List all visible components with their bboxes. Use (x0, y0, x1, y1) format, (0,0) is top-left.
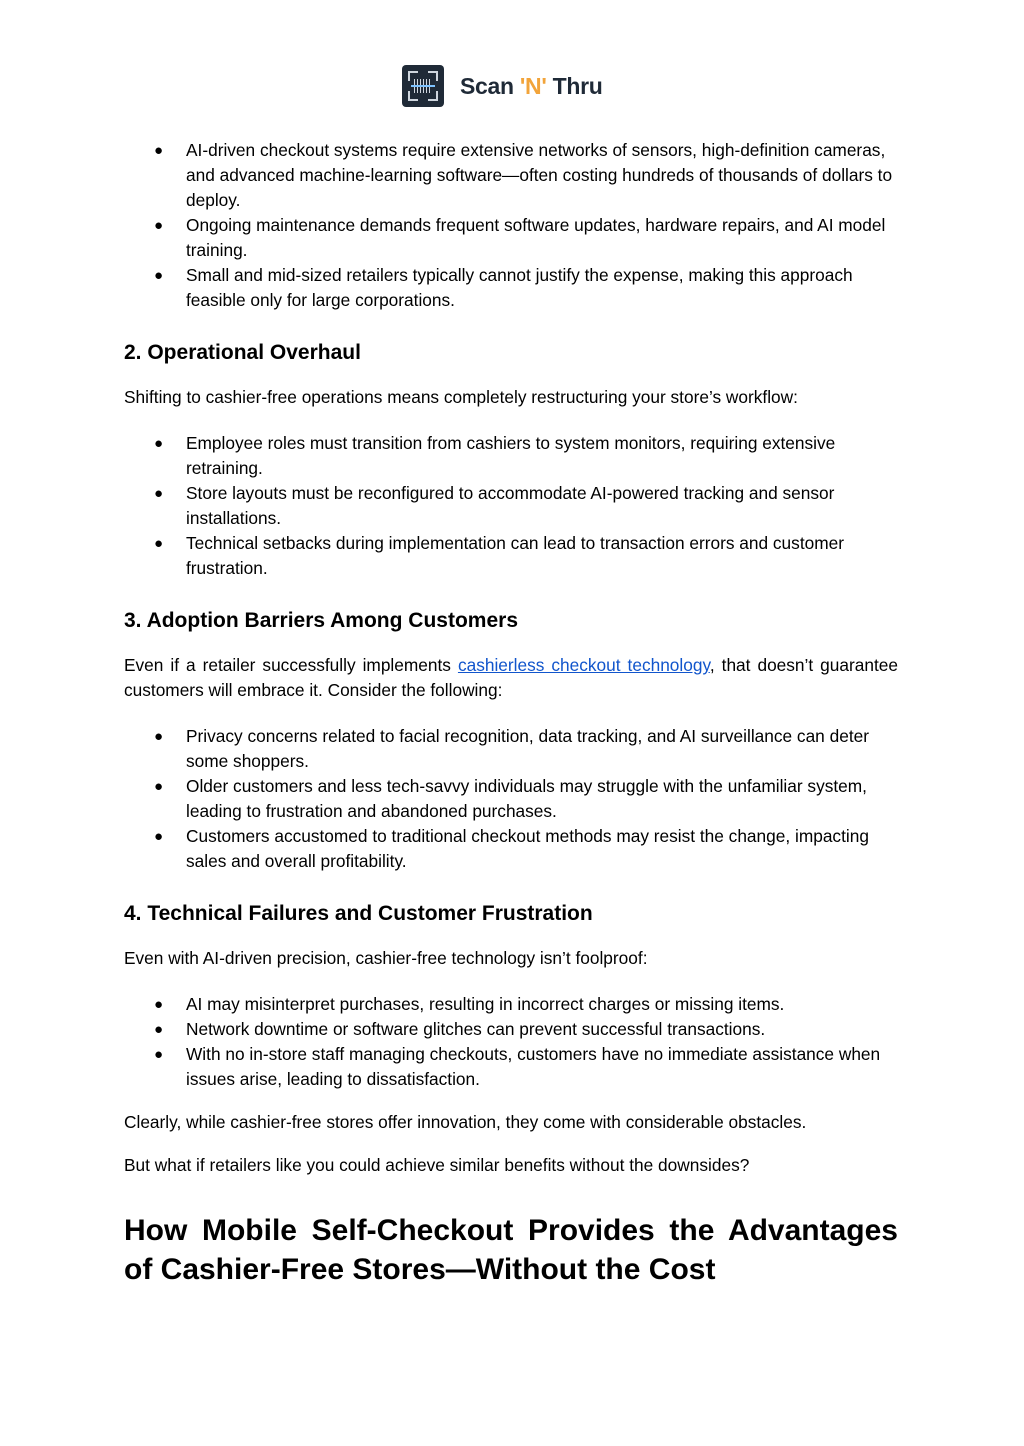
paragraph: But what if retailers like you could achieve similar benefits without the downsides? (124, 1155, 750, 1175)
bullet-list (124, 431, 898, 581)
list-item: ● Network downtime or software glitches can prevent successful transactions. (124, 1017, 898, 1042)
list-item: ● Employee roles must transition from cashiers to system monitors, requiring extensive retraining. (124, 431, 898, 481)
section-heading: 3. Adoption Barriers Among Customers (124, 609, 518, 632)
bullet-list (124, 724, 898, 874)
brand-logo (402, 65, 603, 107)
list-item: ● Customers accustomed to traditional checkout methods may resist the change, impacting sales and overall profitability. (124, 824, 898, 874)
list-item: ● With no in-store staff managing checkouts, customers have no immediate assistance when issues arise, leading to dissatisfaction. (124, 1042, 898, 1092)
intro-bullet-list (124, 138, 898, 313)
list-item: ● AI may misinterpret purchases, resulting in incorrect charges or missing items. (124, 992, 898, 1017)
main-heading: How Mobile Self-Checkout Provides the Advantages of Cashier-Free Stores—Without the Cost (124, 1214, 898, 1286)
cashierless-checkout-link[interactable]: cashierless checkout technology (457, 655, 710, 675)
brand-name: Scan 'N' Thru (460, 72, 603, 99)
paragraph: Shifting to cashier-free operations means completely restructuring your store’s workflow: (124, 387, 798, 407)
barcode-scan-icon (402, 65, 444, 107)
section-heading: 4. Technical Failures and Customer Frustration (124, 902, 593, 925)
document-body (124, 138, 898, 1289)
section-heading: 2. Operational Overhaul (124, 341, 361, 364)
list-item: ● Privacy concerns related to facial recognition, data tracking, and AI surveillance can deter some shoppers. (124, 724, 898, 774)
paragraph: Even if a retailer successfully implements cashierless checkout technology, that doesn’t guarantee customers will embrace it. Consider the following: (124, 655, 899, 700)
paragraph: Clearly, while cashier-free stores offer innovation, they come with considerable obstacles. (124, 1112, 807, 1132)
list-item: ● AI-driven checkout systems require extensive networks of sensors, high-definition cameras, and advanced machine-learning software—often costing hundreds of thousands of dollars to deploy. (124, 138, 898, 213)
list-item: ● Older customers and less tech-savvy individuals may struggle with the unfamiliar system, leading to frustration and abandoned purchases. (124, 774, 898, 824)
list-item: ● Ongoing maintenance demands frequent software updates, hardware repairs, and AI model training. (124, 213, 898, 263)
bullet-list (124, 992, 898, 1092)
paragraph: Even with AI-driven precision, cashier-free technology isn’t foolproof: (124, 948, 648, 968)
list-item: ● Small and mid-sized retailers typically cannot justify the expense, making this approach feasible only for large corporations. (124, 263, 898, 313)
list-item: ● Store layouts must be reconfigured to accommodate AI-powered tracking and sensor installations. (124, 481, 898, 531)
list-item: ● Technical setbacks during implementation can lead to transaction errors and customer frustration. (124, 531, 898, 581)
